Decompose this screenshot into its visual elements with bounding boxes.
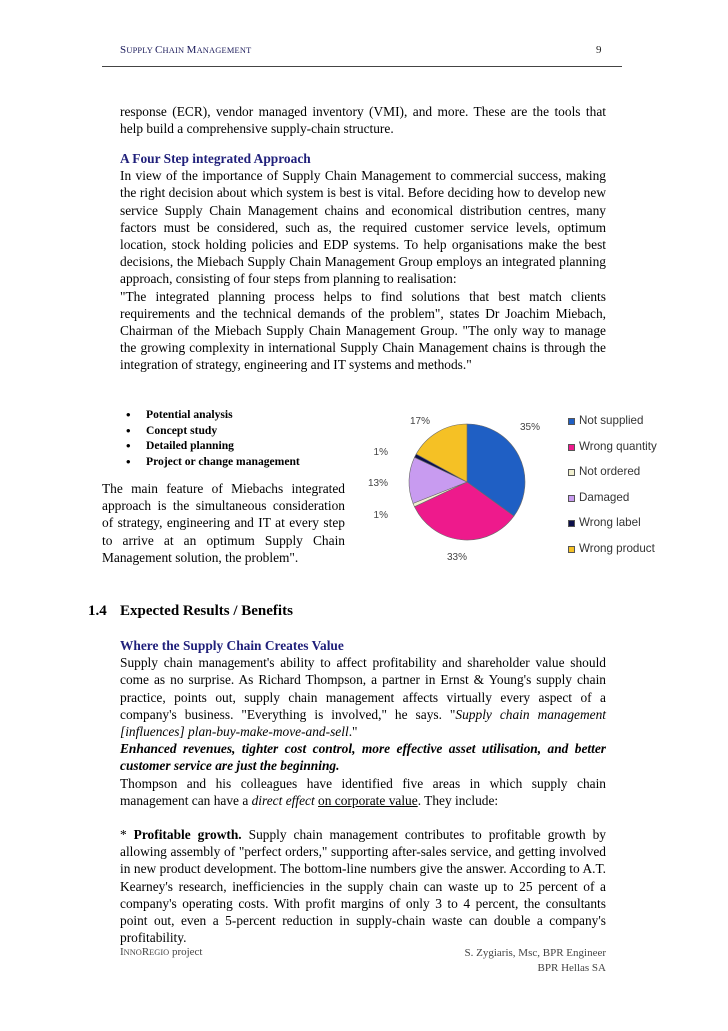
value-paragraph-1: Supply chain management's ability to affect profitability and shareholder value should come as no surprise. As Richard Thompson, a partner in Ernst & Young's supply chain practice, points out, supply chain management affects virtually every aspect of a company's business. "Everything is involved," he says. "Supply chain management [influences] plan-buy-make-move-and-sell." (120, 655, 606, 740)
pie-data-label: 1% (373, 510, 388, 521)
intro-paragraph: response (ECR), vendor managed inventory (VMI), and more. These are the tools that help build a comprehensive supply-chain structure. (120, 104, 606, 137)
steps-list (120, 407, 360, 469)
pie-data-label: 13% (367, 478, 388, 489)
value-paragraph-2: Enhanced revenues, tighter cost control, more effective asset utilisation, and better customer service are just the beginning. (120, 741, 606, 774)
pie-data-label: 33% (446, 552, 468, 563)
pie-data-label: 35% (520, 422, 541, 433)
legend-label: Wrong product (579, 542, 655, 555)
legend-label: Not supplied (579, 414, 644, 427)
list-item: • Project or change management (120, 454, 360, 470)
footer-author (400, 946, 606, 976)
legend-swatch (568, 495, 575, 502)
page-number: 9 (596, 44, 602, 56)
legend-label: Wrong quantity (579, 439, 657, 453)
four-step-quote: "The integrated planning process helps to find solutions that best match clients requirements and the technical demands of the problem", states Dr Joachim Miebach, Chairman of the Miebach Supply Chain Management Group. "The only way to manage the growing complexity in international Supply Chain Management chains is through the integration of strategy, engineering and IT systems and methods." (120, 288, 606, 373)
pie-chart (360, 400, 565, 570)
value-paragraph-4: * Profitable growth. Supply chain management contributes to profitable growth by allowing assembly of "perfect orders," supporting after-sales service, and getting involved in new product development. The bottom-line numbers give the answer. According to A.T. Kearney's research, inefficiencies in the supply chain can waste up to 25 percent of a company's operating costs. With profit margins of only 3 to 4 percent, the consultants point out, even a 5-percent reduction in supply-chain waste can double a company's profitability. (120, 827, 606, 946)
chart-legend (568, 414, 708, 564)
legend-swatch (568, 418, 575, 425)
footer-project: INNOREGIO project (120, 946, 203, 958)
legend-swatch (568, 546, 575, 553)
pie-data-label: 17% (409, 416, 430, 427)
value-section (120, 637, 606, 946)
pie-data-label: 1% (373, 447, 388, 458)
legend-label: Wrong label (579, 516, 641, 530)
four-step-body: In view of the importance of Supply Chain Management to commercial success, making the right decision about which system is best is vital. Before deciding how to develop new service Supply Chain Management chains and economical distribution centres, many factors must be considered, such as, the required customer service levels, optimum location, stock holding policies and EDP systems. To help organisations make the best decisions, the Miebach Supply Chain Management Group employs an integrated planning approach, consisting of four steps from planning to realisation: (120, 168, 606, 287)
footer-author-name: S. Zygiaris, Msc, BPR Engineer (464, 947, 606, 959)
legend-label: Damaged (579, 490, 630, 504)
header-divider (102, 66, 622, 67)
list-item: • Concept study (120, 423, 360, 439)
legend-swatch (568, 444, 575, 451)
footer-author-company: BPR Hellas SA (537, 962, 606, 974)
section-title: Expected Results / Benefits (120, 603, 293, 619)
value-paragraph-3: Thompson and his colleagues have identified five areas in which supply chain management can have a direct effect on corporate value. They include: (120, 775, 606, 808)
list-item: • Potential analysis (120, 407, 360, 423)
legend-swatch (568, 469, 575, 476)
four-step-heading: A Four Step integrated Approach (120, 151, 311, 166)
list-item: • Detailed planning (120, 438, 360, 454)
feature-paragraph: The main feature of Miebachs integrated approach is the simultaneous consideration of strategy, engineering and IT at every step to arrive at an optimum Supply Chain Management solution, the problem". (102, 481, 345, 565)
section-number: 1.4 (88, 603, 107, 619)
value-heading: Where the Supply Chain Creates Value (120, 638, 344, 653)
legend-label: Not ordered (579, 465, 641, 479)
legend-swatch (568, 520, 575, 527)
running-header-title: SUPPLY CHAIN MANAGEMENT (120, 44, 252, 56)
four-step-section (120, 150, 606, 374)
